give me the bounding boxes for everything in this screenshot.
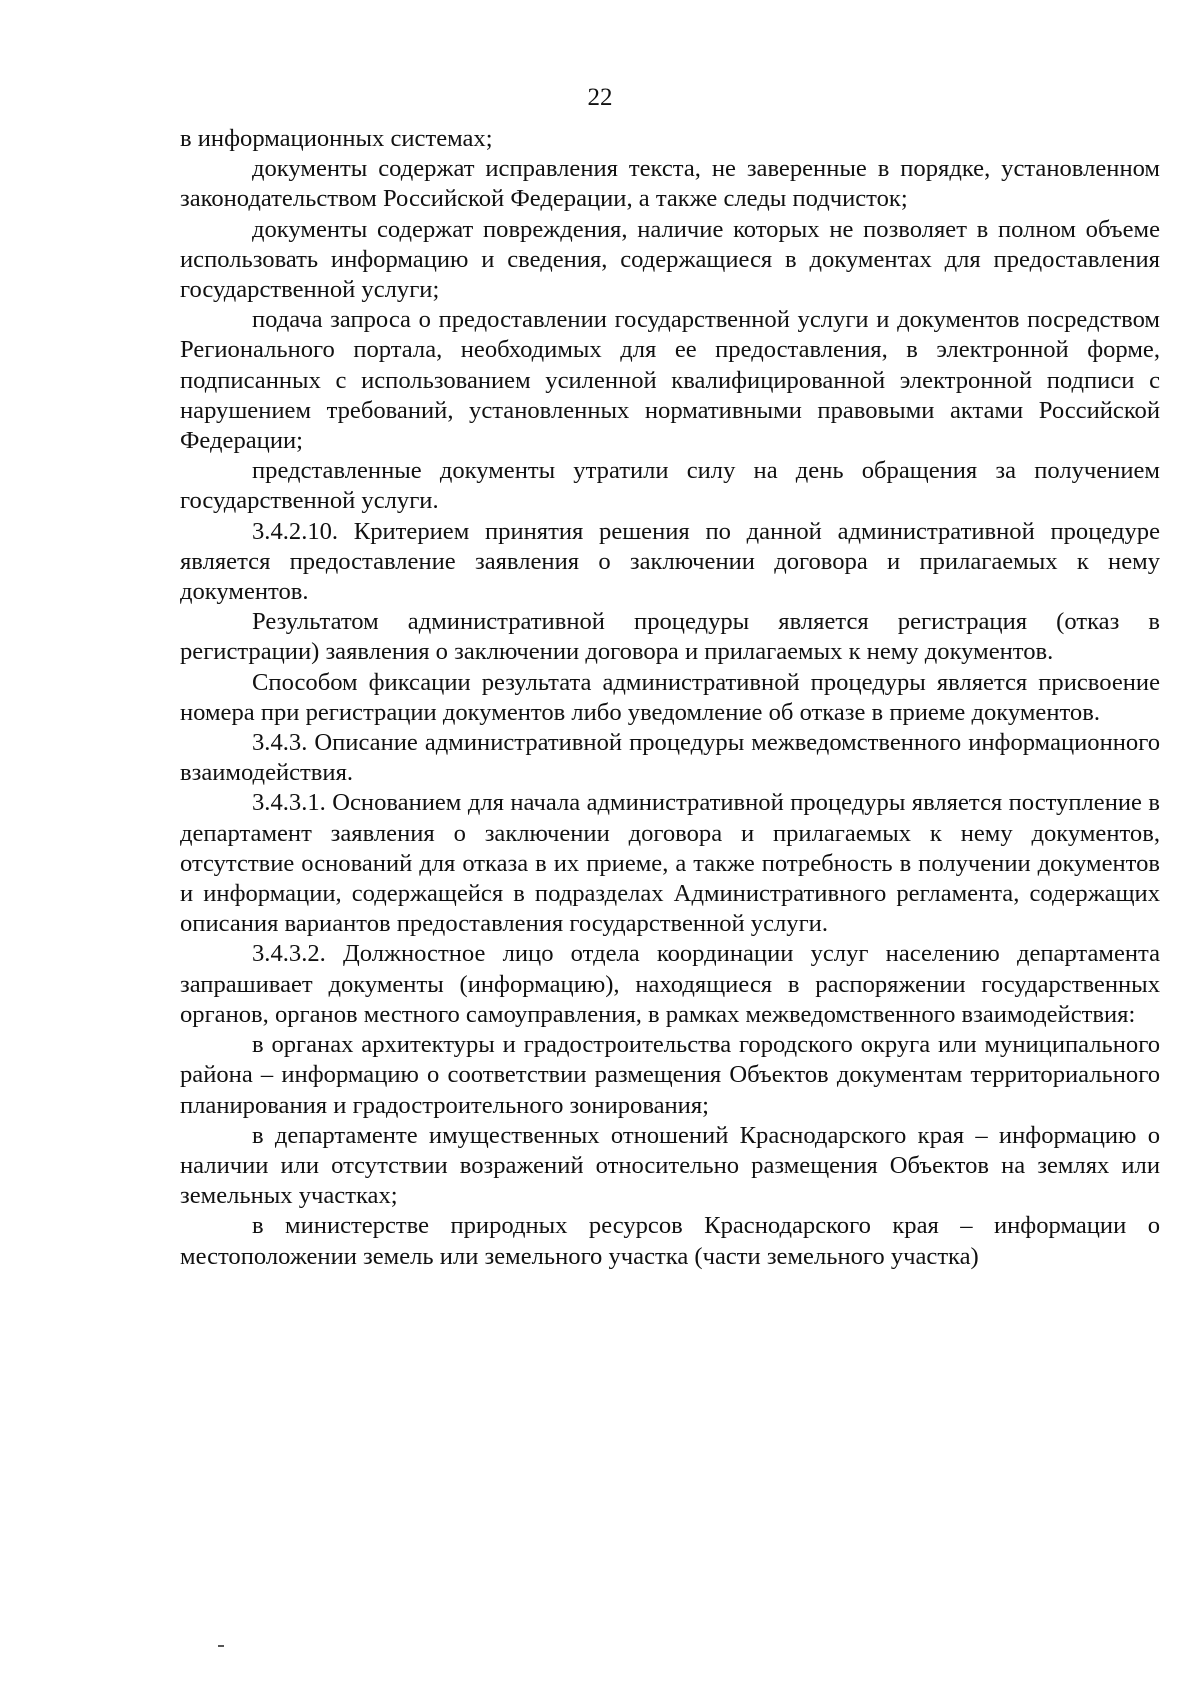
paragraph: 3.4.2.10. Критерием принятия решения по данной административной процедуре является предоставление заявления о заключении договора и прилагаемых к нему документов. [180,517,1160,606]
paragraph: в министерстве природных ресурсов Краснодарского края – информации о местоположении земель или земельного участка (части земельного участка) [180,1212,1160,1270]
paragraph: в информационных системах; [180,125,493,152]
paragraph: представленные документы утратили силу на день обращения за получением государственной услуги. [180,457,1160,515]
document-body [180,124,1160,1272]
paragraph: подача запроса о предоставлении государственной услуги и документов посредством Регионального портала, необходимых для ее предоставления, в электронной форме, подписанных с использованием усиленной квалифицированной электронной подписи с нарушением требований, установленных нормативными правовыми актами Российской Федерации; [180,306,1160,455]
paragraph: документы содержат повреждения, наличие которых не позволяет в полном объеме использовать информацию и сведения, содержащиеся в документах для предоставления государственной услуги; [180,215,1160,304]
scan-mark [218,1645,224,1647]
page-number: 22 [587,84,613,111]
paragraph: Способом фиксации результата административной процедуры является присвоение номера при регистрации документов либо уведомление об отказе в приеме документов. [180,668,1160,726]
paragraph: в департаменте имущественных отношений Краснодарского края – информацию о наличии или отсутствии возражений относительно размещения Объектов на землях или земельных участках; [180,1121,1160,1210]
paragraph: 3.4.3.2. Должностное лицо отдела координации услуг населению департамента запрашивает документы (информацию), находящиеся в распоряжении государственных органов, органов местного самоуправления, в рамках межведомственного взаимодействия: [180,940,1160,1028]
paragraph: Результатом административной процедуры является регистрация (отказ в регистрации) заявления о заключении договора и прилагаемых к нему документов. [180,608,1160,666]
paragraph: 3.4.3. Описание административной процедуры межведомственного информационного взаимодействия. [180,729,1160,787]
paragraph: документы содержат исправления текста, не заверенные в порядке, установленном законодательством Российской Федерации, а также следы подчисток; [180,155,1160,213]
paragraph: 3.4.3.1. Основанием для начала административной процедуры является поступление в департамент заявления о заключении договора и прилагаемых к нему документов, отсутствие оснований для отказа в их приеме, а также потребность в получении документов и информации, содержащейся в подразделах Административного регламента, содержащих описания вариантов предоставления государственной услуги. [180,789,1160,938]
paragraph: в органах архитектуры и градостроительства городского округа или муниципального района – информацию о соответствии размещения Объектов документам территориального планирования и градостроительного зонирования; [180,1031,1160,1119]
